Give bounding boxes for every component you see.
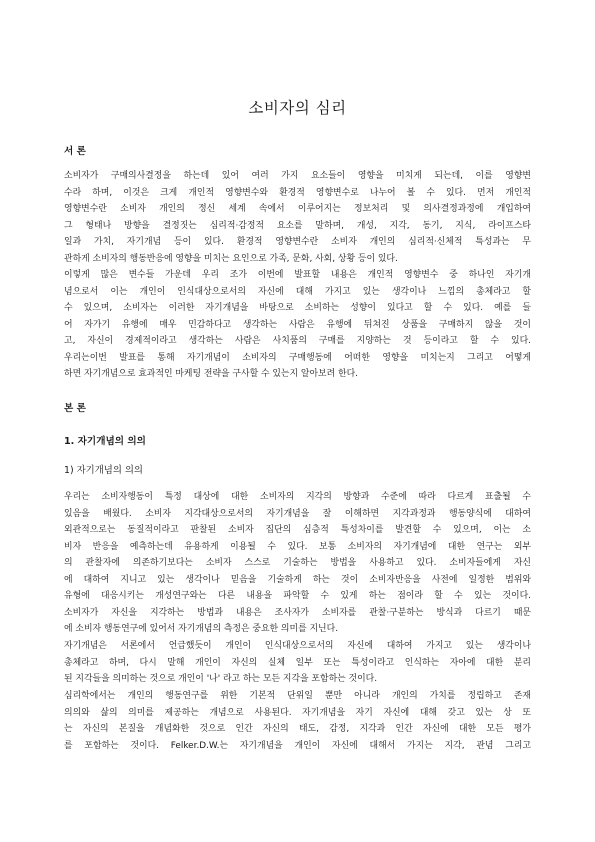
text-line: 있음을 배웠다. 소비자 지각대상으로서의 자기개념을 잘 이해하면 지각과정과 행동양식에 대하여 (64, 508, 531, 519)
text-line: 는 자신의 본질을 개념화한 것으로 인간 자신의 태도, 감정, 지각과 인간 자신에 대한 모든 평가 (64, 724, 531, 734)
section-heading: 1. 자기개념의 의의 (64, 436, 146, 447)
text-line: 어 자가기 유행에 매우 민감하다고 생각하는 사람은 유행에 뒤쳐진 상품을 구매하지 않을 것이 (64, 319, 531, 330)
body-paragraph-1 (64, 489, 531, 638)
text-line: 소비자가 구매의사결정을 하는데 있어 여러 가지 요소들이 영향을 미치게 되는데, 이를 영향변 (64, 171, 531, 181)
text-line: 외관적으로는 동질적이라고 판찰된 소비자 집단의 심층적 특성차이를 발견할 수 있으며, 이는 소 (64, 525, 531, 535)
text-line: 그 형태나 방향을 결정짓는 심리적·감정적 요소를 말하며, 개성, 지각, 동기, 지식, 라이프스타 (64, 220, 531, 231)
body-paragraph-2 (64, 638, 531, 688)
intro-heading: 서 론 (64, 146, 86, 157)
text-line: 총체라고 하며, 다시 말해 개인이 자신의 실체 일부 또는 특성이라고 인식하는 자아에 대한 분리 (64, 657, 531, 668)
text-line: 비자 반응을 예측하는데 유용하게 이용될 수 있다. 보통 소비자의 자기개념에 대한 연구는 외부 (64, 541, 531, 552)
text-line: 를 포함하는 것이다. Felker.D.W.는 자기개념을 개인이 자신에 대해서 가지는 지각, 관념 그리고 (64, 740, 531, 751)
text-line: 수라 하며, 이것은 크게 개인적 영향변수와 환경적 영향변수로 나누어 볼 수 있다. 먼저 개인적 (64, 187, 531, 198)
text-line: 의 관찰자에 의존하기보다는 소비자 스스로 기술하는 방법을 사용하고 있다. 소비자들에게 자신 (64, 558, 531, 568)
text-line: 소비자가 자신을 지각하는 방법과 내용은 조사자가 소비자를 관찰·구분하는 방식과 다르기 때문 (64, 607, 531, 618)
text-line: 우리는 소비자행동이 특정 대상에 대한 소비자의 지각의 방향과 수준에 따라 다르게 표출될 수 (64, 492, 531, 502)
text-line: 자기개념은 서론에서 언급했듯이 개인이 인식대상으로서의 자신에 대하여 가지고 있는 생각이나 (64, 641, 531, 651)
text-line: 우리는이번 발표를 통해 자기개념이 소비자의 구매행동에 어떠한 영향을 미치는지 그리고 어떻게 (64, 352, 531, 363)
text-line: 이렇게 많은 변수들 가운데 우리 조가 이번에 발표할 내용은 개인적 영향변수 중 하나인 자기개 (64, 270, 531, 280)
text-line: 유형에 대응시키는 개성연구와는 다른 내용을 파악할 수 있게 하는 점이라 할 수 있는 것이다. (64, 591, 531, 601)
text-line: 일과 가치, 자기개념 등이 있다. 환경적 영향변수란 소비자 개인의 심리적·신체적 특성과는 무 (64, 237, 531, 247)
text-line: 에 대하여 지니고 있는 생각이나 믿음을 기술하게 하는 것이 소비자반응을 사전에 일정한 범위와 (64, 574, 531, 585)
text-line: 영향변수란 소비자 개인의 정신 세계 속에서 이루어지는 정보처리 및 의사결정과정에 개입하여 (64, 204, 531, 214)
text-line: 고, 자신이 경제적이라고 생각하는 사람은 사치품의 구매를 지양하는 것 등이라고 할 수 있다. (64, 336, 531, 346)
body-heading: 본 론 (64, 403, 86, 414)
intro-paragraph-1 (64, 168, 531, 267)
subsection-heading: 1) 자기개념의 의의 (64, 465, 143, 476)
text-line: 념으로서 이는 개인이 인식대상으로서의 자신에 대해 가지고 있는 생각이나 느낌의 총체라고 할 (64, 286, 531, 297)
text-line: 된 지각들을 의미하는 것으로 개인이 '나' 라고 하는 모든 지각을 포함하는 것이다. (64, 674, 378, 684)
intro-paragraph-2 (64, 267, 531, 383)
body-paragraph-3 (64, 688, 531, 754)
document-title: 소비자의 심리 (248, 99, 347, 117)
text-line: 관하게 소비자의 행동반응에 영향을 미치는 요인으로 가족, 문화, 사회, 상황 등이 있다. (64, 253, 398, 264)
text-line: 의의와 삶의 의미를 제공하는 개념으로 사용된다. 자기개념을 자기 자신에 대해 갖고 있는 상 또 (64, 707, 531, 718)
text-line: 하면 자기개념으로 효과적인 마케팅 전략을 구사할 수 있는지 알아보려 한다. (64, 369, 358, 379)
text-line: 에 소비자 행동연구에 있어서 자기개념의 측정은 중요한 의미를 지닌다. (64, 624, 339, 634)
text-line: 수 있으며, 소비자는 이러한 자기개념을 바탕으로 소비하는 성향이 있다고 할 수 있다. 예를 들 (64, 303, 531, 313)
text-line: 심리학에서는 개인의 행동연구를 위한 기본적 단위일 뿐만 아니라 개인의 가치를 정립하고 존재 (64, 691, 531, 701)
